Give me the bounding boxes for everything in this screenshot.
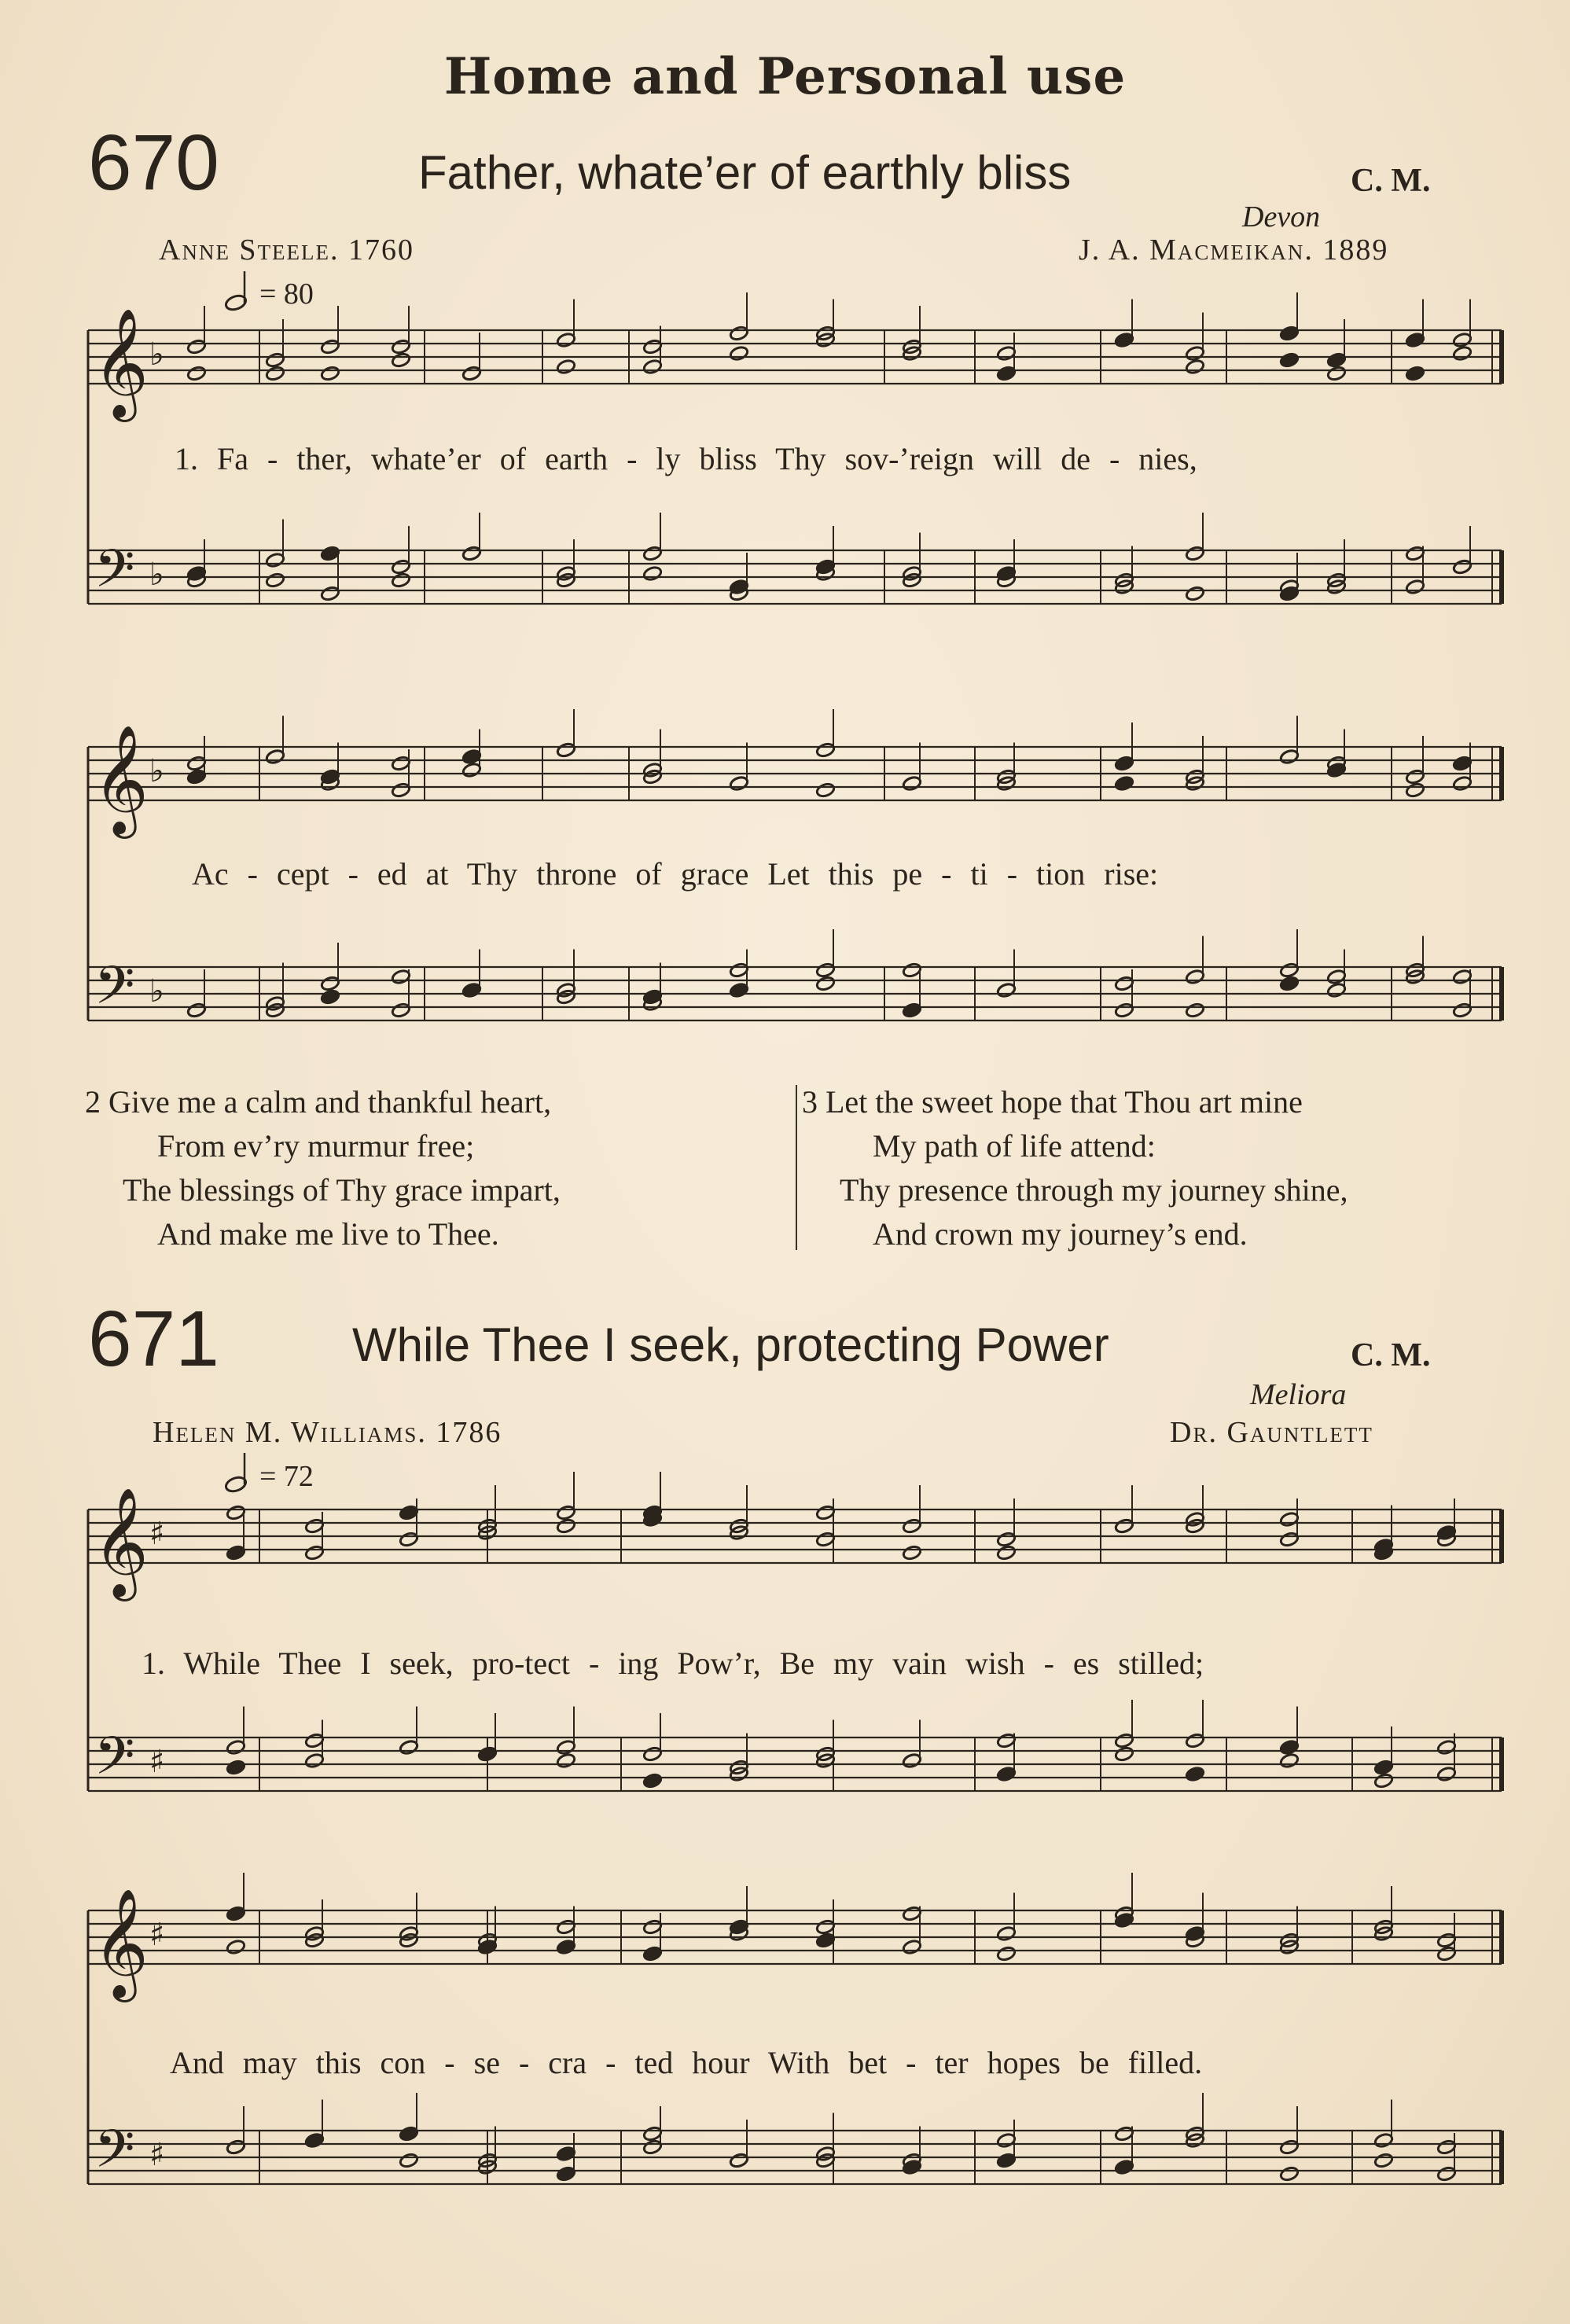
note-head (391, 559, 410, 575)
note-head (642, 1773, 662, 1789)
note-head (1279, 962, 1299, 979)
note-head (399, 1739, 418, 1756)
note-head (1185, 546, 1204, 562)
note-head (902, 1002, 921, 1019)
note-head (996, 982, 1016, 998)
note-head (642, 2126, 662, 2142)
note-head (1185, 1766, 1204, 1782)
note-head (304, 1545, 324, 1561)
lyric-line-670-1: 1. Fa - ther, whate’er of earth - ly bliss Thy sov-’reign will de - nies, (175, 441, 1197, 476)
note-head (1326, 969, 1346, 985)
note-head (265, 572, 285, 589)
note-head (996, 1545, 1016, 1561)
note-head (1405, 546, 1425, 562)
key-signature-icon: ♯ (149, 1516, 165, 1553)
note-head (996, 366, 1016, 382)
stanza-line: 3 Let the sweet hope that Thou art mine (802, 1084, 1303, 1120)
note-head (1452, 559, 1472, 575)
note-head (556, 1505, 575, 1521)
note-head (186, 1002, 206, 1019)
note-head (556, 1518, 575, 1535)
note-head (729, 775, 748, 792)
note-head (556, 1919, 575, 1936)
note-head (642, 1946, 662, 1962)
note-head (399, 2153, 418, 2169)
note-head (729, 982, 748, 998)
tune-name-671: Meliora (1250, 1378, 1347, 1411)
note-head (265, 748, 285, 765)
author-671: Helen M. Williams. 1786 (153, 1416, 502, 1449)
note-head (1436, 1524, 1456, 1541)
note-head (642, 359, 662, 375)
note-head (320, 976, 340, 992)
note-head (265, 552, 285, 568)
composer-671: Dr. Gauntlett (1170, 1416, 1373, 1449)
note-head (1114, 756, 1134, 772)
note-head (902, 775, 921, 792)
note-head (1114, 1518, 1134, 1535)
key-signature-icon: ♯ (149, 1917, 165, 1954)
note-head (1185, 1733, 1204, 1749)
note-head (556, 1752, 575, 1769)
note-head (1373, 1773, 1393, 1789)
note-head (1436, 1946, 1456, 1962)
treble-clef-icon: 𝄞 (93, 308, 149, 417)
note-head (461, 762, 481, 778)
note-head (642, 1746, 662, 1763)
note-head (461, 982, 481, 998)
note-head (1436, 2166, 1456, 2182)
note-head (304, 1733, 324, 1749)
note-head (391, 756, 410, 772)
note-head (642, 565, 662, 582)
note-head (1436, 2139, 1456, 2156)
note-head (1279, 1511, 1299, 1528)
note-head (461, 748, 481, 765)
tune-name-670: Devon (1242, 200, 1321, 234)
note-head (320, 989, 340, 1006)
note-head (1185, 586, 1204, 602)
note-head (996, 1946, 1016, 1962)
note-head (1373, 2153, 1393, 2169)
note-head (996, 565, 1016, 582)
note-head (996, 345, 1016, 362)
note-head (320, 769, 340, 785)
note-head (1436, 1739, 1456, 1756)
section-heading: Home and Personal use (443, 47, 1127, 106)
note-head (226, 1739, 245, 1756)
note-head (461, 546, 481, 562)
stanza-line: And make me live to Thee. (157, 1216, 499, 1252)
note-head (1452, 1002, 1472, 1019)
note-head (902, 1939, 921, 1955)
note-head (556, 2166, 575, 2182)
note-head (1279, 1532, 1299, 1548)
meter-670: C. M. (1351, 163, 1431, 199)
note-head (902, 1518, 921, 1535)
stanza-line: The blessings of Thy grace impart, (123, 1172, 561, 1208)
note-head (1279, 352, 1299, 369)
note-head (1452, 775, 1472, 792)
key-signature-icon: ♯ (149, 2137, 165, 2174)
note-head (1279, 2139, 1299, 2156)
note-head (815, 1932, 835, 1949)
note-head (815, 976, 835, 992)
note-head (996, 1733, 1016, 1749)
note-head (186, 339, 206, 355)
note-head (1326, 982, 1346, 998)
note-head (556, 2146, 575, 2162)
note-head (391, 969, 410, 985)
tempo-marking-671: = 72 (259, 1460, 314, 1493)
note-head (1279, 976, 1299, 992)
note-head (1114, 1002, 1134, 1019)
note-head (1185, 1002, 1204, 1019)
key-signature-icon: ♭ (149, 753, 164, 790)
treble-clef-icon: 𝄞 (93, 1888, 149, 1998)
hymn-number-671: 671 (88, 1295, 219, 1383)
lyric-line-670-2: Ac - cept - ed at Thy throne of grace Let this pe - ti - tion rise: (192, 856, 1159, 892)
note-head (902, 1906, 921, 1922)
key-signature-icon: ♭ (149, 557, 164, 594)
note-head (815, 742, 835, 759)
key-signature-icon: ♭ (149, 973, 164, 1010)
bass-clef-icon: 𝄢 (94, 2119, 135, 2192)
lyric-line-671-1: 1. While Thee I seek, pro-tect - ing Pow’r, Be my vain wish - es stilled; (142, 1646, 1204, 1681)
bass-clef-icon: 𝄢 (94, 955, 135, 1028)
note-head (1185, 359, 1204, 375)
note-head (320, 366, 340, 382)
note-head (815, 1505, 835, 1521)
note-head (186, 565, 206, 582)
note-head (1114, 775, 1134, 792)
note-head (391, 572, 410, 589)
note-head (226, 1505, 245, 1521)
note-head (391, 782, 410, 799)
note-head (320, 586, 340, 602)
hymn-number-670: 670 (88, 119, 219, 207)
note-head (642, 546, 662, 562)
lyric-line-671-2: And may this con - se - cra - ted hour With bet - ter hopes be filled. (170, 2045, 1203, 2080)
stanza-line: From ev’ry murmur free; (157, 1128, 475, 1164)
note-head (729, 345, 748, 362)
note-head (556, 332, 575, 348)
note-head (729, 579, 748, 595)
note-head (1452, 345, 1472, 362)
note-head (1452, 756, 1472, 772)
hymn-title-671: While Thee I seek, protecting Power (352, 1318, 1109, 1371)
note-head (1452, 332, 1472, 348)
note-head (304, 1752, 324, 1769)
bass-clef-icon: 𝄢 (94, 1726, 135, 1799)
note-head (815, 782, 835, 799)
note-head (1452, 969, 1472, 985)
note-head (391, 339, 410, 355)
note-head (226, 1545, 245, 1561)
note-head (226, 1939, 245, 1955)
stanza-line: Thy presence through my journey shine, (840, 1172, 1348, 1208)
note-head (815, 1532, 835, 1548)
note-head (265, 366, 285, 382)
note-head (902, 962, 921, 979)
note-head (1279, 1739, 1299, 1756)
note-head (1326, 366, 1346, 382)
note-head (1405, 769, 1425, 785)
tempo-marking-670: = 80 (259, 278, 314, 311)
note-head (226, 1906, 245, 1922)
note-head (1114, 2159, 1134, 2175)
note-head (399, 2126, 418, 2142)
note-head (996, 1532, 1016, 1548)
note-head (399, 1505, 418, 1521)
note-head (815, 1919, 835, 1936)
note-head (1279, 748, 1299, 765)
note-head (996, 2153, 1016, 2169)
note-head (1436, 1766, 1456, 1782)
note-head (186, 366, 206, 382)
note-head (186, 756, 206, 772)
note-head (642, 1919, 662, 1936)
note-head (996, 2132, 1016, 2149)
note-head (226, 1760, 245, 1776)
note-head (1405, 782, 1425, 799)
note-head (1436, 1932, 1456, 1949)
note-head (1114, 1746, 1134, 1763)
note-head (1279, 325, 1299, 342)
composer-670: J. A. Macmeikan. 1889 (1079, 234, 1389, 267)
note-head (996, 1925, 1016, 1942)
note-head (1114, 1733, 1134, 1749)
note-head (399, 1532, 418, 1548)
note-head (226, 2139, 245, 2156)
note-head (1279, 1752, 1299, 1769)
note-head (556, 1939, 575, 1955)
note-heads (186, 292, 1472, 2182)
note-head (1405, 579, 1425, 595)
note-head (1373, 1760, 1393, 1776)
stanza-line: 2 Give me a calm and thankful heart, (85, 1084, 552, 1120)
note-head (556, 742, 575, 759)
note-head (642, 989, 662, 1006)
note-head (729, 962, 748, 979)
note-head (556, 359, 575, 375)
note-head (902, 1545, 921, 1561)
note-head (902, 1752, 921, 1769)
key-signature-icon: ♯ (149, 1744, 165, 1781)
key-signature-icon: ♭ (149, 336, 164, 373)
note-head (1114, 2126, 1134, 2142)
note-head (1114, 1912, 1134, 1929)
note-head (1185, 345, 1204, 362)
note-head (642, 2139, 662, 2156)
note-head (265, 352, 285, 369)
treble-clef-icon: 𝄞 (93, 1487, 149, 1597)
note-head (391, 352, 410, 369)
note-head (320, 339, 340, 355)
note-head (1405, 366, 1425, 382)
note-head (1405, 332, 1425, 348)
hymn-title-670: Father, whate’er of earthly bliss (418, 146, 1072, 199)
note-head (1279, 2166, 1299, 2182)
stanza-line: And crown my journey’s end. (873, 1216, 1248, 1252)
meter-671: C. M. (1351, 1337, 1431, 1373)
note-head (996, 1766, 1016, 1782)
note-head (1326, 352, 1346, 369)
note-head (461, 366, 481, 382)
note-head (1114, 976, 1134, 992)
treble-clef-icon: 𝄞 (93, 725, 149, 834)
stanza-line: My path of life attend: (873, 1128, 1156, 1164)
note-head (642, 339, 662, 355)
note-head (729, 325, 748, 342)
author-670: Anne Steele. 1760 (159, 234, 415, 267)
note-head (1185, 969, 1204, 985)
note-head (304, 1518, 324, 1535)
note-head (1373, 2132, 1393, 2149)
tempo-note-icons (224, 271, 248, 1494)
note-head (320, 546, 340, 562)
note-head (556, 1739, 575, 1756)
note-head (186, 769, 206, 785)
bass-clef-icon: 𝄢 (94, 539, 135, 612)
note-head (729, 2153, 748, 2169)
note-head (815, 962, 835, 979)
note-head (391, 1002, 410, 1019)
